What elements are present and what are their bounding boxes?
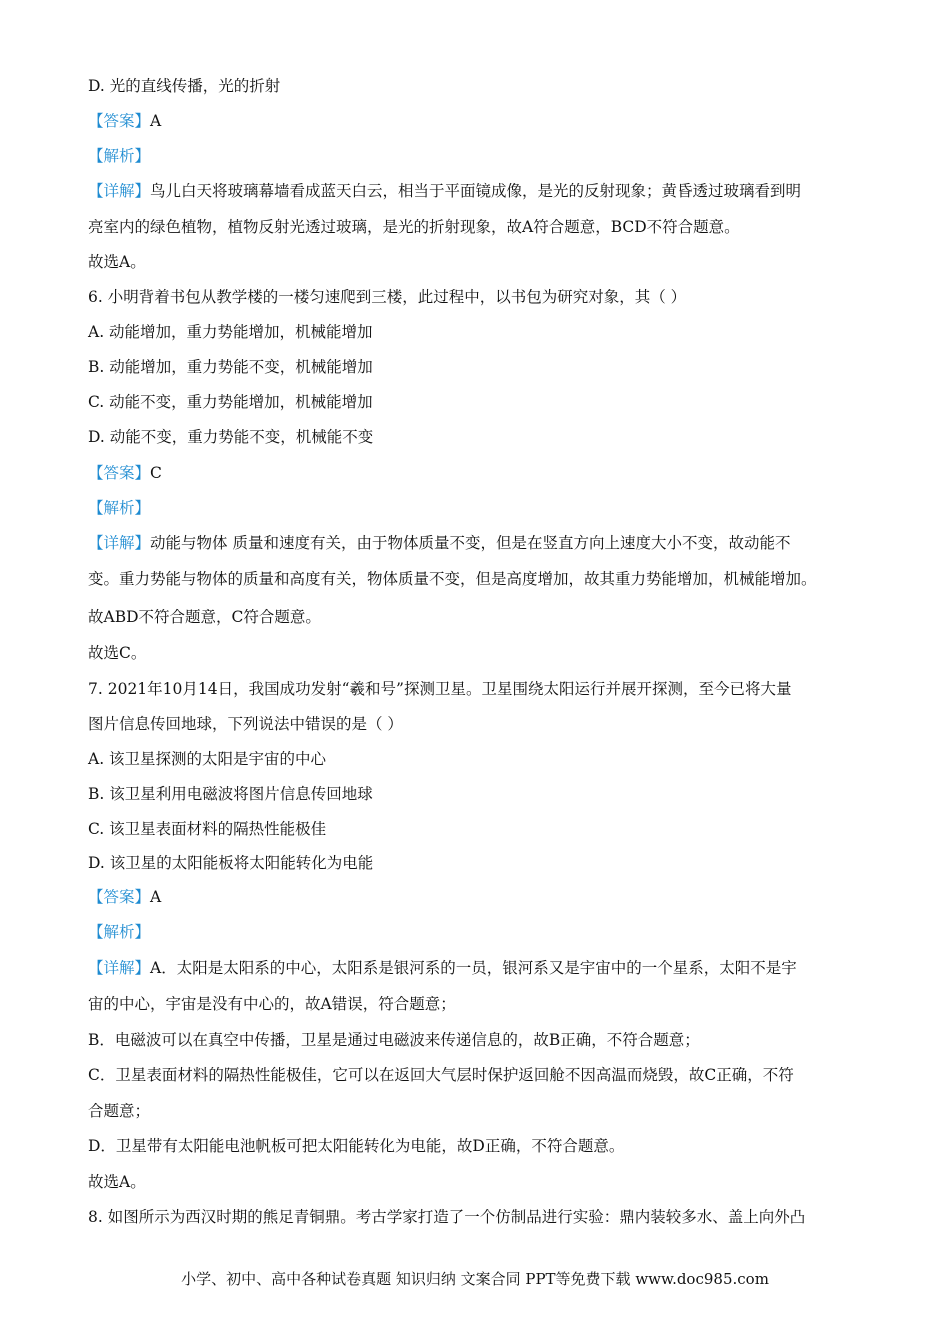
q8-stem: 8. 如图所示为西汉时期的熊足青铜鼎。考古学家打造了一个仿制品进行实验：鼎内装较多水、盖上向外凸 [88, 1208, 806, 1226]
q6-analysis-tag [88, 497, 868, 519]
q7-option-a: A. 该卫星探测的太阳是宇宙的中心 [88, 750, 327, 768]
q7-stem: 7. 2021年10月14日，我国成功发射“羲和号”探测卫星。卫星围绕太阳运行并展开探测，至今已将大量 [88, 680, 792, 698]
detail-text: A．太阳是太阳系的中心，太阳系是银河系的一员，银河系又是宇宙中的一个星系，太阳不是宇 [150, 959, 797, 977]
q7-detail-line: 宙的中心，宇宙是没有中心的，故A错误，符合题意； [88, 995, 456, 1013]
q6-detail-line: 变。重力势能与物体的质量和高度有关，物体质量不变，但是高度增加，故其重力势能增加，机械能增加。 [88, 570, 817, 588]
q5-option-d: D. 光的直线传播，光的折射 [88, 77, 281, 95]
analysis-tag: 【解析】 [88, 147, 151, 165]
detail-tag: 【详解】 [88, 534, 151, 552]
answer-value: A [150, 888, 162, 906]
answer-value: A [150, 112, 162, 130]
q7-analysis-tag [88, 921, 868, 943]
q6-conclusion: 故选C。 [88, 644, 147, 662]
q5-detail-line: 亮室内的绿色植物，植物反射光透过玻璃，是光的折射现象，故A符合题意，BCD不符合题意。 [88, 218, 740, 236]
q7-conclusion: 故选A。 [88, 1173, 146, 1191]
q7-detail-line: B．电磁波可以在真空中传播，卫星是通过电磁波来传递信息的，故B正确，不符合题意； [88, 1031, 700, 1049]
q6-stem: 6. 小明背着书包从教学楼的一楼匀速爬到三楼，此过程中，以书包为研究对象，其（ ） [88, 288, 687, 306]
q6-option-c: C. 动能不变，重力势能增加，机械能增加 [88, 393, 373, 411]
q6-answer [88, 462, 868, 484]
detail-tag: 【详解】 [88, 182, 151, 200]
q7-detail-line [88, 957, 868, 979]
q5-detail-line [88, 180, 868, 202]
q5-analysis-tag [88, 145, 868, 167]
q7-detail-line: D．卫星带有太阳能电池帆板可把太阳能转化为电能，故D正确，不符合题意。 [88, 1137, 625, 1155]
q7-detail-line: 合题意； [88, 1102, 151, 1120]
detail-text: 鸟儿白天将玻璃幕墙看成蓝天白云，相当于平面镜成像，是光的反射现象；黄昏透过玻璃看到明 [150, 182, 802, 200]
answer-tag: 【答案】 [88, 464, 151, 482]
analysis-tag: 【解析】 [88, 923, 151, 941]
q6-detail-line [88, 532, 868, 554]
answer-tag: 【答案】 [88, 112, 151, 130]
answer-value: C [150, 464, 162, 482]
q6-option-d: D. 动能不变，重力势能不变，机械能不变 [88, 428, 374, 446]
answer-tag: 【答案】 [88, 888, 151, 906]
q7-detail-line: C．卫星表面材料的隔热性能极佳，它可以在返回大气层时保护返回舱不因高温而烧毁，故C正确，不符 [88, 1066, 794, 1084]
q5-answer [88, 110, 868, 132]
q7-answer [88, 886, 868, 908]
q7-option-b: B. 该卫星利用电磁波将图片信息传回地球 [88, 785, 373, 803]
detail-text: 动能与物体 质量和速度有关，由于物体质量不变，但是在竖直方向上速度大小不变，故动能不 [150, 534, 791, 552]
detail-tag: 【详解】 [88, 959, 151, 977]
q6-option-b: B. 动能增加，重力势能不变，机械能增加 [88, 358, 373, 376]
q5-conclusion: 故选A。 [88, 253, 146, 271]
q7-option-c: C. 该卫星表面材料的隔热性能极佳 [88, 820, 327, 838]
q6-option-a: A. 动能增加，重力势能增加，机械能增加 [88, 323, 373, 341]
q6-detail-line: 故ABD不符合题意，C符合题意。 [88, 608, 321, 626]
analysis-tag: 【解析】 [88, 499, 151, 517]
q7-option-d: D. 该卫星的太阳能板将太阳能转化为电能 [88, 854, 374, 872]
page-footer: 小学、初中、高中各种试卷真题 知识归纳 文案合同 PPT等免费下载 www.doc985.com [181, 1270, 769, 1288]
q7-stem: 图片信息传回地球，下列说法中错误的是（ ） [88, 715, 403, 733]
